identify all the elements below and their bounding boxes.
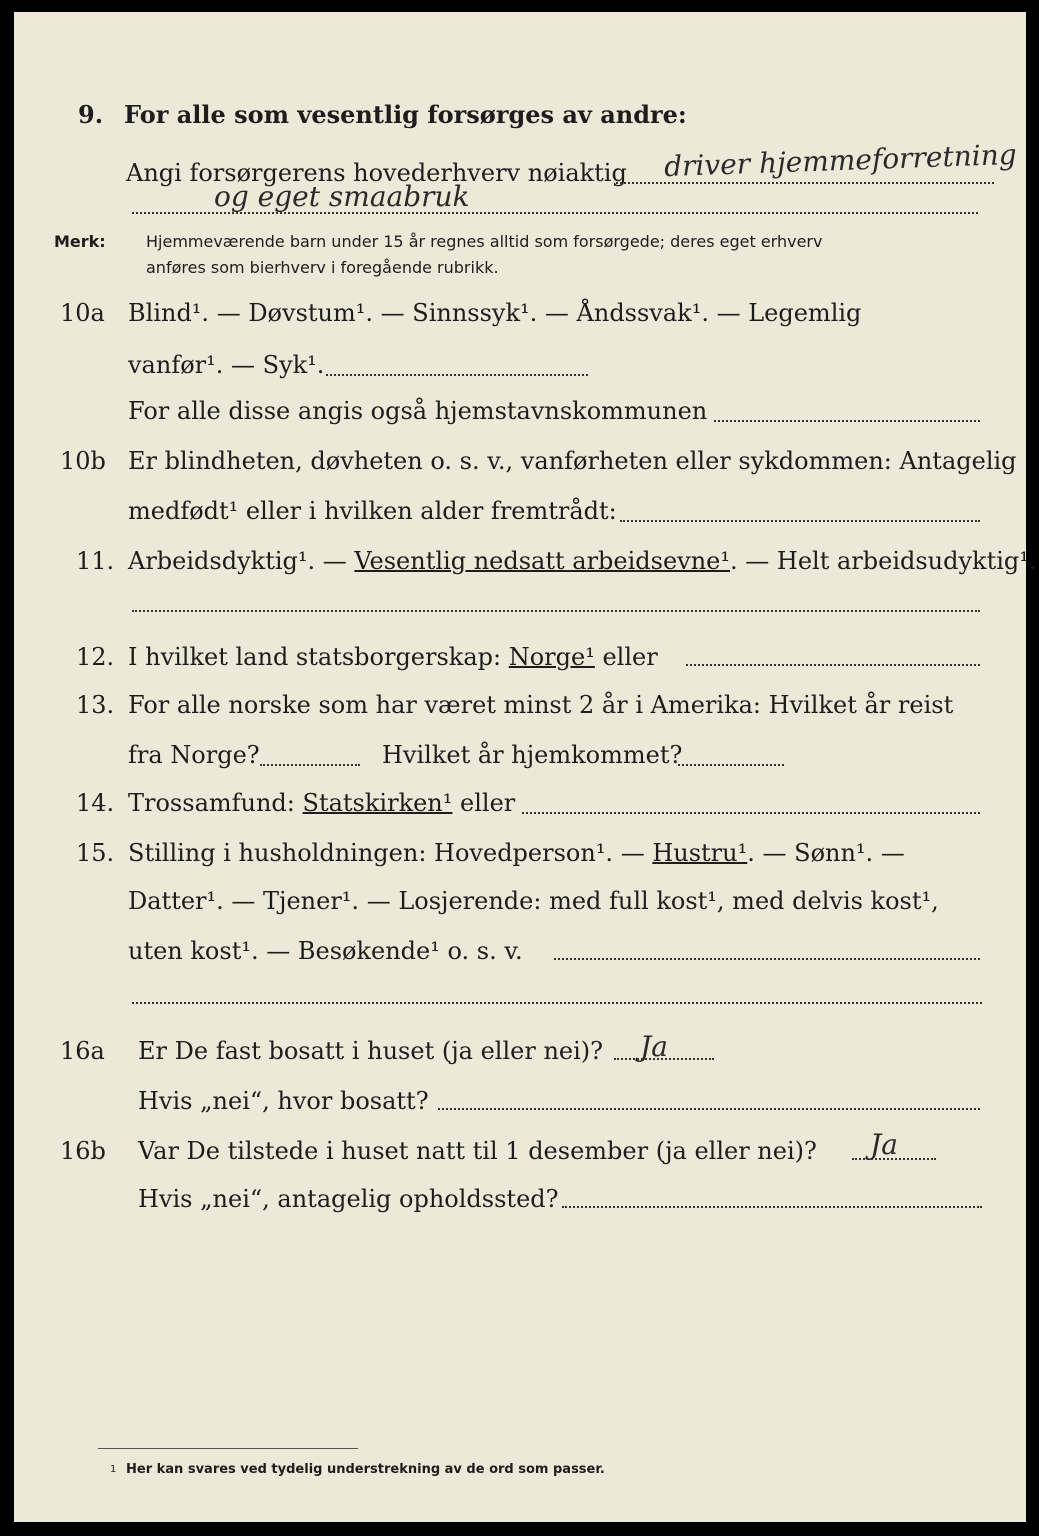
question-13-reist: fra Norge? xyxy=(128,741,260,769)
handwritten-answer-16a: Ja xyxy=(640,1030,668,1063)
question-15-text: Stilling i husholdningen: Hovedperson¹. — xyxy=(128,839,653,867)
question-10b-line1: Er blindheten, døvheten o. s. v., vanførheten eller sykdommen: Antagelig xyxy=(128,447,1017,475)
question-12-line xyxy=(128,642,658,672)
question-15-line3: uten kost¹. — Besøkende¹ o. s. v. xyxy=(128,937,523,965)
question-16b-line1: Var De tilstede i huset natt til 1 desember (ja eller nei)? xyxy=(138,1137,817,1165)
question-14-text: Trossamfund: xyxy=(128,789,303,817)
merk-line2: anføres som bierhverv i foregående rubrikk. xyxy=(146,258,499,277)
question-9-line1: For alle som vesentlig forsørges av andre: xyxy=(124,100,687,129)
option-norge-underlined: Norge¹ xyxy=(508,643,595,671)
answer-line xyxy=(562,1206,982,1208)
answer-line xyxy=(678,764,784,766)
option-arbeidsdyktig: Arbeidsdyktig¹. — xyxy=(128,547,355,575)
question-12-eller: eller xyxy=(594,643,658,671)
question-9-line2: Angi forsørgerens hovederhverv nøiaktig xyxy=(126,159,627,187)
question-16a-number: 16a xyxy=(60,1037,105,1065)
answer-line xyxy=(326,374,588,376)
answer-line xyxy=(260,764,360,766)
question-15-line1 xyxy=(128,838,905,868)
answer-line xyxy=(686,664,980,666)
footnote-text: Her kan svares ved tydelig understrekning av de ord som passer. xyxy=(126,1462,605,1477)
merk-line1: Hjemmeværende barn under 15 år regnes alltid som forsørgede; deres eget erhverv xyxy=(146,232,823,251)
question-16a-line2: Hvis „nei“, hvor bosatt? xyxy=(138,1087,429,1115)
question-16b-line2: Hvis „nei“, antagelig opholdssted? xyxy=(138,1185,559,1213)
question-16a-line1: Er De fast bosatt i huset (ja eller nei)? xyxy=(138,1037,604,1065)
question-10b-number: 10b xyxy=(60,447,106,475)
handwritten-answer-16b: Ja xyxy=(870,1128,898,1161)
answer-line xyxy=(620,520,980,522)
question-16b-number: 16b xyxy=(60,1137,106,1165)
option-vesentlig-nedsatt-underlined: Vesentlig nedsatt arbeidsevne¹ xyxy=(354,547,730,575)
question-15-number: 15. xyxy=(76,839,115,867)
handwritten-answer-9a: driver hjemmeforretning xyxy=(663,137,1018,184)
question-10a-line3: For alle disse angis også hjemstavnskommunen xyxy=(128,397,708,425)
question-15-sonn: . — Sønn¹. — xyxy=(747,839,905,867)
question-11-line xyxy=(128,546,1037,576)
question-10a-number: 10a xyxy=(60,299,105,327)
question-10b-line2: medfødt¹ eller i hvilken alder fremtrådt: xyxy=(128,497,617,525)
option-hustru-underlined: Hustru¹ xyxy=(652,839,748,867)
option-statskirken-underlined: Statskirken¹ xyxy=(302,789,453,817)
question-11-number: 11. xyxy=(76,547,115,575)
question-12-number: 12. xyxy=(76,643,115,671)
answer-line xyxy=(132,610,980,612)
footnote-divider xyxy=(98,1448,358,1449)
question-13-line1: For alle norske som har været minst 2 år i Amerika: Hvilket år reist xyxy=(128,691,954,719)
handwritten-answer-9b: og eget smaabruk xyxy=(214,180,470,213)
question-14-number: 14. xyxy=(76,789,115,817)
question-9-number: 9. xyxy=(78,100,104,129)
option-helt-arbeidsudyktig: . — Helt arbeidsudyktig¹. xyxy=(730,547,1037,575)
answer-line xyxy=(438,1108,980,1110)
question-14-line xyxy=(128,788,515,818)
answer-line xyxy=(132,1002,982,1004)
answer-line xyxy=(714,420,980,422)
question-13-hjemkommet: Hvilket år hjemkommet? xyxy=(382,741,683,769)
question-10a-line1: Blind¹. — Døvstum¹. — Sinnssyk¹. — Åndssvak¹. — Legemlig xyxy=(128,299,862,327)
question-13-number: 13. xyxy=(76,691,115,719)
question-14-eller: eller xyxy=(452,789,516,817)
census-form-page xyxy=(14,12,1037,1522)
question-15-line2: Datter¹. — Tjener¹. — Losjerende: med full kost¹, med delvis kost¹, xyxy=(128,887,939,915)
question-10a-line2: vanfør¹. — Syk¹. xyxy=(128,351,325,379)
question-12-text: I hvilket land statsborgerskap: xyxy=(128,643,509,671)
footnote-mark: 1 xyxy=(110,1464,117,1475)
answer-line xyxy=(554,958,980,960)
answer-line xyxy=(522,812,980,814)
merk-label: Merk: xyxy=(54,232,106,251)
